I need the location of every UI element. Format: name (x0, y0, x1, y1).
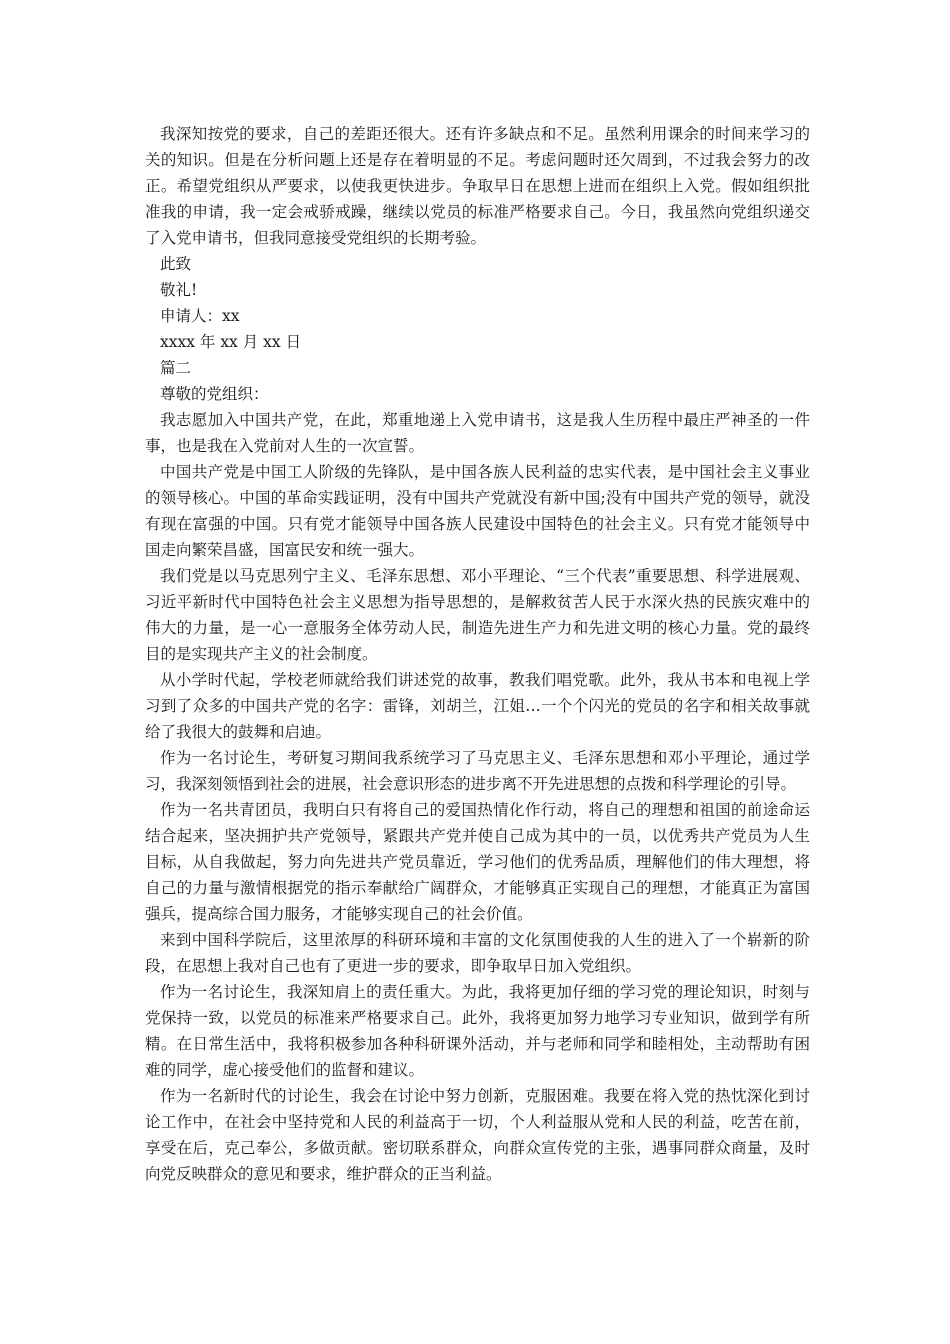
paragraph-intro: 我志愿加入中国共产党，在此，郑重地递上入党申请书，这是我人生历程中最庄严神圣的一件事，也是我在入党前对人生的一次宣誓。 (145, 411, 810, 455)
section-heading-part-two: 篇二 (160, 359, 192, 377)
paragraph-study: 作为一名讨论生，考研复习期间我系统学习了马克思主义、毛泽东思想和邓小平理论，通过学习，我深刻领悟到社会的进展，社会意识形态的进步离不开先进思想的点拨和科学理论的引导。 (145, 749, 810, 793)
paragraph-responsibility: 作为一名讨论生，我深知肩上的责任重大。为此，我将更加仔细的学习党的理论知识，时刻与党保持一致，以党员的标准来严格要求自己。此外，我将更加努力地学习专业知识，做到学有所精。在日常生活中，我将积极参加各种科研课外活动，并与老师和同学和睦相处，主动帮助有困难的同学，虚心接受他们的监督和建议。 (145, 983, 810, 1079)
paragraph-closing-self-reflection: 我深知按党的要求，自己的差距还很大。还有许多缺点和不足。虽然利用课余的时间来学习的关的知识。但是在分析问题上还是存在着明显的不足。考虑问题时还欠周到，不过我会努力的改正。希望党组织从严要求，以使我更快进步。争取早日在思想上进而在组织上入党。假如组织批准我的申请，我一定会戒骄戒躁，继续以党员的标准严格要求自己。今日，我虽然向党组织递交了入党申请书，但我同意接受党组织的长期考验。 (145, 125, 810, 247)
paragraph-academy: 来到中国科学院后，这里浓厚的科研环境和丰富的文化氛围使我的人生的进入了一个崭新的阶段，在思想上我对自己也有了更进一步的要求，即争取早日加入党组织。 (145, 931, 810, 975)
greeting: 尊敬的党组织： (160, 385, 269, 403)
salutation-jingli: 敬礼! (160, 281, 198, 299)
paragraph-new-era: 作为一名新时代的讨论生，我会在讨论中努力创新，克服困难。我要在将入党的热忱深化到讨论工作中，在社会中坚持党和人民的利益高于一切，个人利益服从党和人民的利益，吃苦在前，享受在后，克己奉公，多做贡献。密切联系群众，向群众宣传党的主张，遇事同群众商量，及时向党反映群众的意见和要求，维护群众的正当利益。 (145, 1087, 810, 1183)
paragraph-childhood: 从小学时代起，学校老师就给我们讲述党的故事，教我们唱党歌。此外，我从书本和电视上学习到了众多的中国共产党的名字：雷锋，刘胡兰，江姐…一个个闪光的党员的名字和相关故事就给了我很大的鼓舞和启迪。 (145, 671, 810, 741)
salutation-cizhi: 此致 (160, 255, 192, 273)
paragraph-guiding-thought: 我们党是以马克思列宁主义、毛泽东思想、邓小平理论、“三个代表”重要思想、科学进展观、习近平新时代中国特色社会主义思想为指导思想的，是解救贫苦人民于水深火热的民族灾难中的伟大的力量，是一心一意服务全体劳动人民，制造先进生产力和先进文明的核心力量。党的最终目的是实现共产主义的社会制度。 (145, 567, 810, 663)
document-body (145, 121, 810, 1187)
application-date: xxxx 年 xx 月 xx 日 (160, 333, 302, 351)
paragraph-party-role: 中国共产党是中国工人阶级的先锋队，是中国各族人民利益的忠实代表，是中国社会主义事业的领导核心。中国的革命实践证明，没有中国共产党就没有新中国;没有中国共产党的领导，就没有现在富强的中国。只有党才能领导中国各族人民建设中国特色的社会主义。只有党才能领导中国走向繁荣昌盛，国富民安和统一强大。 (145, 463, 810, 559)
applicant-name: 申请人：xx (160, 307, 240, 325)
paragraph-youth-league: 作为一名共青团员，我明白只有将自己的爱国热情化作行动，将自己的理想和祖国的前途命运结合起来，坚决拥护共产党领导，紧跟共产党并使自己成为其中的一员，以优秀共产党员为人生目标，从自我做起，努力向先进共产党员靠近，学习他们的优秀品质，理解他们的伟大理想，将自己的力量与激情根据党的指示奉献给广阔群众，才能够真正实现自己的理想，才能真正为富国强兵，提高综合国力服务，才能够实现自己的社会价值。 (145, 801, 810, 923)
